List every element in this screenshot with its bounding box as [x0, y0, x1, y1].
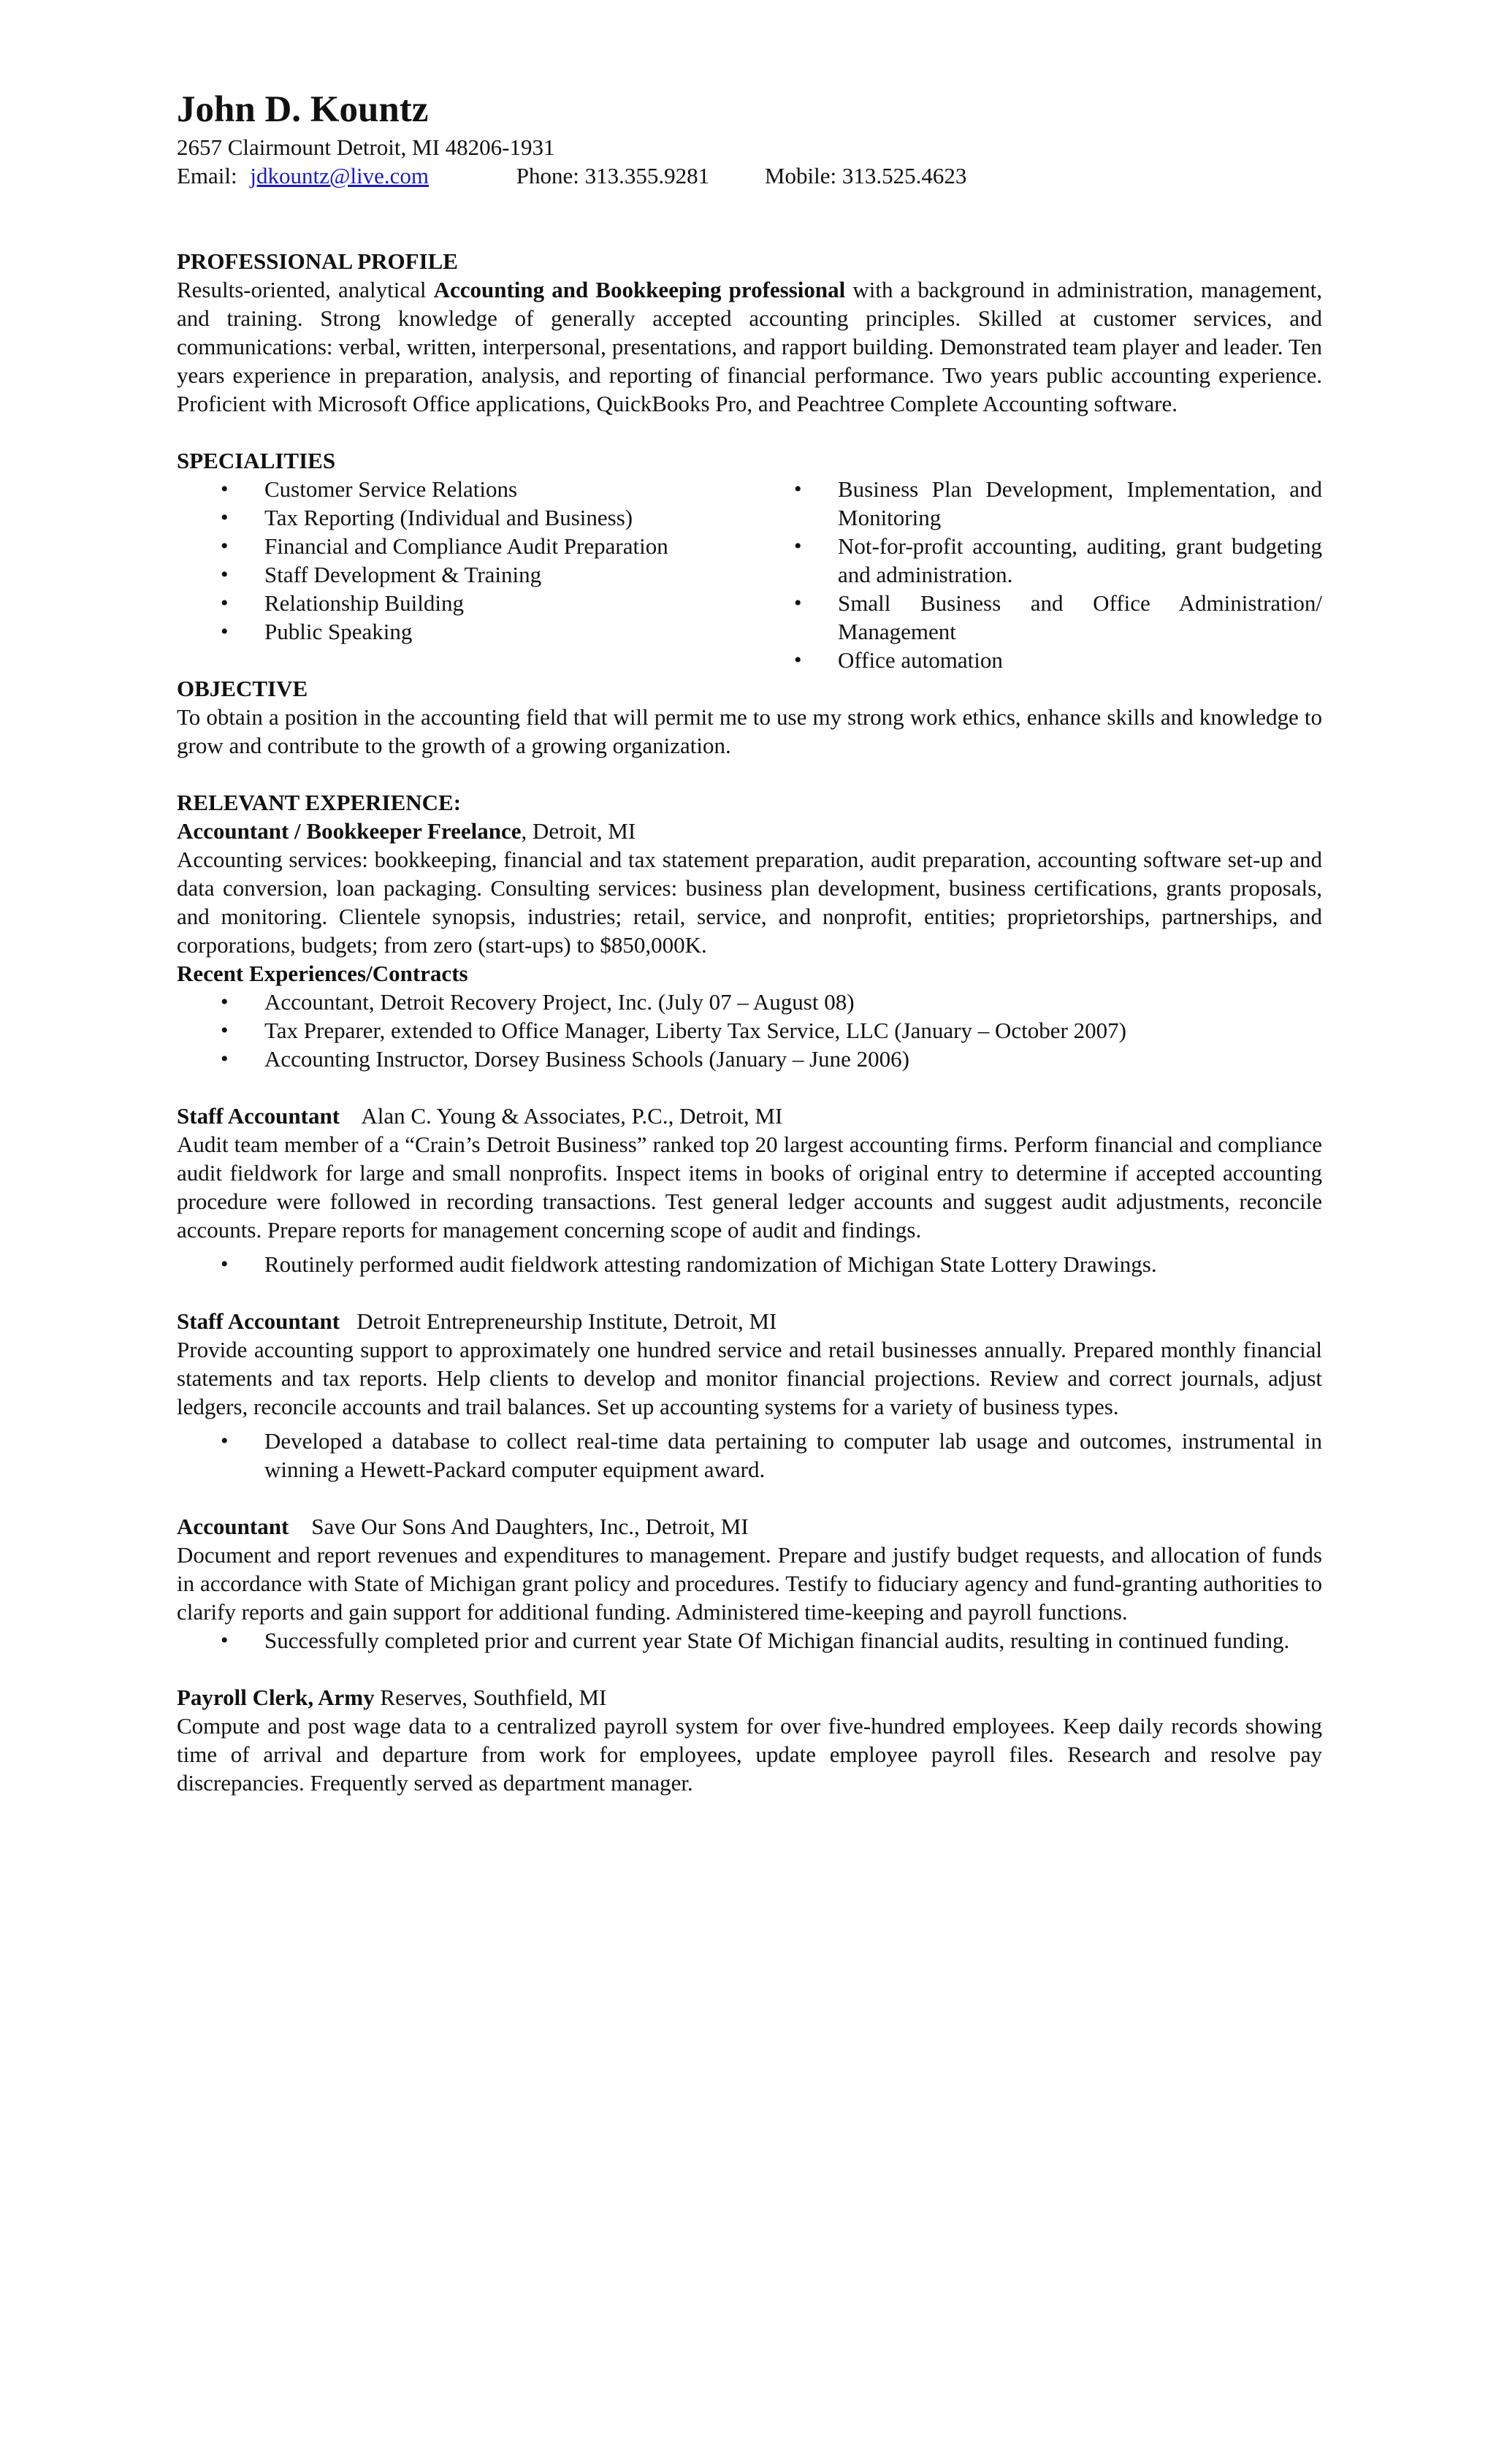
- profile-text: Results-oriented, analytical Accounting and Bookkeeping professional with a background in administration, management, and training. Strong knowledge of generally accepted accounting principles. Skilled at customer services, and communications: verbal, written, interpersonal, presentations, and rapport building. Demonstrated team player and leader. Ten years experience in preparation, analysis, and reporting of financial performance. Two years public accounting experience. Proficient with Microsoft Office applications, QuickBooks Pro, and Peachtree Complete Accounting software.: [177, 277, 1322, 416]
- specialities-section: [177, 446, 1322, 674]
- job-description: Provide accounting support to approximately one hundred service and retail businesses annually. Prepared monthly financial statements and tax reports. Help clients to develop and monitor financial projections. Review and correct journals, adjust ledgers, reconcile accounts and trail balances. Set up accounting systems for a variety of business types.: [177, 1337, 1322, 1419]
- professional-profile-section: [177, 247, 1322, 418]
- profile-heading: PROFESSIONAL PROFILE: [177, 248, 458, 274]
- list-item: • Successfully completed prior and current year State Of Michigan financial audits, resulting in continued funding.: [177, 1626, 1322, 1655]
- job-description: Document and report revenues and expenditures to management. Prepare and justify budget requests, and allocation of funds in accordance with State of Michigan grant policy and procedures. Testify to fiduciary agency and fund-granting authorities to clarify reports and gain support for additional funding. Administered time-keeping and payroll functions.: [177, 1542, 1322, 1625]
- list-item: • Office automation: [794, 646, 1322, 674]
- contact-line: [177, 161, 1322, 190]
- candidate-name: John D. Kountz: [177, 89, 429, 130]
- list-item: • Small Business and Office Administration/ Management: [794, 589, 1322, 646]
- objective-heading: OBJECTIVE: [177, 676, 308, 701]
- job-title-line: Accountant Save Our Sons And Daughters, Inc., Detroit, MI: [177, 1514, 749, 1539]
- job-freelance: [177, 817, 1322, 1073]
- email-label: Email:: [177, 163, 237, 188]
- list-item: • Not-for-profit accounting, auditing, grant budgeting and administration.: [794, 532, 1322, 589]
- list-item: • Financial and Compliance Audit Preparation: [177, 532, 794, 560]
- list-item: • Accountant, Detroit Recovery Project, Inc. (July 07 – August 08): [177, 988, 1322, 1016]
- list-item: • Tax Reporting (Individual and Business): [177, 503, 794, 532]
- job-description: Audit team member of a “Crain’s Detroit Business” ranked top 20 largest accounting firms. Perform financial and compliance audit fieldwork for large and small nonprofits. Inspect items in books of original entry to determine if accepted accounting procedure were followed in recording transactions. Test general ledger accounts and suggest audit adjustments, reconcile accounts. Prepare reports for management concerning scope of audit and findings.: [177, 1132, 1322, 1243]
- job-description: Compute and post wage data to a centralized payroll system for over five-hundred employees. Keep daily records showing time of arrival and departure from work for employees, update employee payroll files. Research and resolve pay discrepancies. Frequently served as department manager.: [177, 1713, 1322, 1796]
- mobile: Mobile: 313.525.4623: [764, 163, 967, 188]
- list-item: • Business Plan Development, Implementation, and Monitoring: [794, 475, 1322, 532]
- job-description: Accounting services: bookkeeping, financial and tax statement preparation, audit preparation, accounting software set-up and data conversion, loan packaging. Consulting services: business plan development, business certifications, grants proposals, and monitoring. Clientele synopsis, industries; retail, service, and nonprofit, entities; proprietorships, partnerships, and corporations, budgets; from zero (start-ups) to $850,000K.: [177, 847, 1322, 958]
- job-title-line: Payroll Clerk, Army Reserves, Southfield, MI: [177, 1685, 607, 1710]
- list-item: • Public Speaking: [177, 617, 794, 646]
- specialities-left-list: [177, 475, 794, 674]
- specialities-right-list: [794, 475, 1322, 674]
- experience-section: [177, 788, 1322, 1797]
- phone: Phone: 313.355.9281: [516, 163, 710, 188]
- objective-text: To obtain a position in the accounting field that will permit me to use my strong work ethics, enhance skills and knowledge to grow and contribute to the growth of a growing organization.: [177, 704, 1322, 758]
- recent-heading: Recent Experiences/Contracts: [177, 961, 468, 986]
- list-item: • Routinely performed audit fieldwork attesting randomization of Michigan State Lottery Drawings.: [177, 1250, 1322, 1278]
- specialities-heading: SPECIALITIES: [177, 448, 336, 473]
- job-title-line: Staff Accountant Alan C. Young & Associates, P.C., Detroit, MI: [177, 1103, 783, 1129]
- list-item: • Relationship Building: [177, 589, 794, 617]
- experience-heading: RELEVANT EXPERIENCE:: [177, 790, 462, 815]
- list-item: • Developed a database to collect real-time data pertaining to computer lab usage and outcomes, instrumental in winning a Hewett-Packard computer equipment award.: [177, 1427, 1322, 1484]
- list-item: • Accounting Instructor, Dorsey Business Schools (January – June 2006): [177, 1045, 1322, 1073]
- list-item: • Customer Service Relations: [177, 475, 794, 503]
- job-accountant-sosad: [177, 1512, 1322, 1655]
- resume-header: [177, 86, 1322, 190]
- resume-page: [177, 86, 1322, 1797]
- email-link[interactable]: jdkountz@live.com: [250, 163, 430, 188]
- objective-section: [177, 674, 1322, 760]
- list-item: • Staff Development & Training: [177, 560, 794, 589]
- job-title-line: Staff Accountant Detroit Entrepreneurship Institute, Detroit, MI: [177, 1308, 777, 1334]
- address: 2657 Clairmount Detroit, MI 48206-1931: [177, 134, 555, 160]
- job-staff-accountant-dei: [177, 1307, 1322, 1484]
- job-staff-accountant-young: [177, 1102, 1322, 1278]
- list-item: • Tax Preparer, extended to Office Manager, Liberty Tax Service, LLC (January – October 2007): [177, 1016, 1322, 1045]
- job-payroll-clerk: [177, 1683, 1322, 1797]
- job-title-line: Accountant / Bookkeeper Freelance, Detroit, MI: [177, 818, 636, 844]
- recent-list: [177, 988, 1322, 1073]
